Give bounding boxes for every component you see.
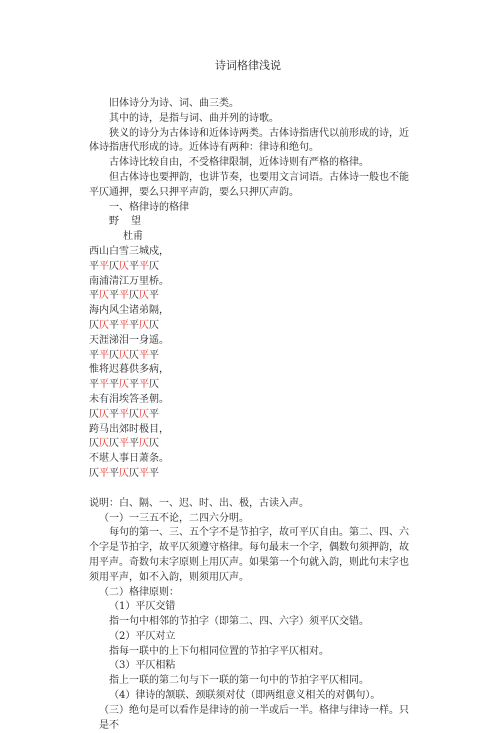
- poem-line: 西山白雪三城戍，: [89, 245, 169, 257]
- tone-char: 平: [109, 408, 119, 420]
- tone-char: 仄: [119, 379, 129, 391]
- note-paragraph: 每句的第一、三、五个字不是节拍字，故可平仄自由。第二、四、六个字是节拍字，故平仄须遵守格律。每句最末一个字，偶数句须押韵，故用平声。奇数句末字原则上用仄声。如果第一个句就入韵，则此句末字也须用平声，如不入韵，则须用仄声。: [89, 527, 409, 583]
- tone-char: 平: [109, 319, 119, 331]
- tone-pattern: [89, 349, 411, 364]
- tone-char: 平: [99, 467, 109, 479]
- poem-author: 杜甫: [123, 231, 143, 243]
- tone-char: 仄: [149, 319, 159, 331]
- tone-char: 仄: [129, 290, 139, 302]
- tone-char: 平: [139, 467, 149, 479]
- tone-char: 平: [99, 260, 109, 272]
- section-heading: 一、格律诗的格律: [109, 201, 189, 213]
- tone-char: 平: [119, 319, 129, 331]
- tone-char: 仄: [139, 319, 149, 331]
- tone-char: 仄: [139, 290, 149, 302]
- tone-char: 仄: [129, 467, 139, 479]
- tone-pattern: [89, 408, 411, 423]
- tone-char: 平: [139, 260, 149, 272]
- tone-char: 平: [89, 349, 99, 361]
- tone-char: 仄: [149, 438, 159, 450]
- tone-char: 平: [149, 290, 159, 302]
- tone-char: 平: [149, 467, 159, 479]
- note-paragraph: （3）平仄相粘: [109, 660, 176, 672]
- tone-char: 仄: [149, 260, 159, 272]
- tone-char: 仄: [139, 438, 149, 450]
- tone-char: 仄: [99, 290, 109, 302]
- poem-line: 天涯涕泪一身遥。: [89, 334, 169, 346]
- tone-char: 平: [139, 379, 149, 391]
- tone-char: 仄: [109, 260, 119, 272]
- poem-title: 野 望: [109, 216, 142, 228]
- tone-char: 仄: [119, 260, 129, 272]
- tone-char: 平: [109, 467, 119, 479]
- spacer: [89, 482, 411, 497]
- note-paragraph: （2）平仄对立: [109, 630, 176, 642]
- note-paragraph: （1）平仄交错: [109, 601, 176, 613]
- tone-char: 平: [129, 379, 139, 391]
- tone-char: 仄: [99, 319, 109, 331]
- intro-paragraph: 古体诗比较自由，不受格律限制，近体诗则有严格的格律。: [109, 157, 369, 169]
- poem-line: 未有涓埃答圣朝。: [89, 393, 169, 405]
- poem-line: 不堪人事日萧条。: [89, 453, 169, 465]
- poem-line: 跨马出郊时极目，: [89, 423, 169, 435]
- tone-char: 平: [119, 438, 129, 450]
- tone-char: 仄: [109, 438, 119, 450]
- tone-char: 平: [119, 290, 129, 302]
- tone-char: 仄: [99, 438, 109, 450]
- tone-char: 平: [119, 408, 129, 420]
- tone-char: 仄: [109, 349, 119, 361]
- document-body: [89, 97, 411, 733]
- tone-pattern: [89, 437, 411, 452]
- note-paragraph: （二）格律原则：: [99, 586, 179, 598]
- poem-line: 惟将迟暮供多病，: [89, 364, 169, 376]
- tone-pattern: [89, 467, 411, 482]
- tone-char: 平: [89, 290, 99, 302]
- tone-char: 仄: [129, 408, 139, 420]
- tone-char: 平: [89, 260, 99, 272]
- note-paragraph: （三）绝句是可以看作是律诗的前一半或后一半。格律与律诗一样。只是不: [99, 704, 409, 731]
- poem-lines: [89, 245, 411, 482]
- intro-paragraph: 但古体诗也要押韵，也讲节奏，也要用文言词语。古体诗一般也不能平仄通押，要么只押平声韵，要么只押仄声韵。: [89, 171, 409, 198]
- tone-char: 仄: [99, 408, 109, 420]
- tone-pattern: [89, 289, 411, 304]
- tone-char: 仄: [89, 319, 99, 331]
- tone-char: 仄: [119, 467, 129, 479]
- note-paragraph: 指一句中相邻的节拍字（即第二、四、六字）须平仄交错。: [109, 616, 369, 628]
- tone-char: 平: [149, 408, 159, 420]
- tone-char: 仄: [149, 379, 159, 391]
- tone-char: 平: [139, 349, 149, 361]
- tone-pattern: [89, 260, 411, 275]
- note-paragraph: 说明：白、隔、一、迟、时、出、极，古读入声。: [89, 497, 309, 509]
- tone-char: 平: [109, 290, 119, 302]
- tone-char: 平: [99, 349, 109, 361]
- tone-char: 仄: [89, 438, 99, 450]
- intro-section: [89, 97, 411, 201]
- tone-pattern: [89, 378, 411, 393]
- document-title: 诗词格律浅说: [215, 59, 281, 72]
- tone-char: 仄: [139, 408, 149, 420]
- note-paragraph: （一）一三五不论，二四六分明。: [99, 512, 249, 524]
- poem-line: 海内风尘诸弟隔，: [89, 305, 169, 317]
- intro-paragraph: 旧体诗分为诗、词、曲三类。: [109, 98, 239, 109]
- notes-section: [89, 497, 411, 733]
- tone-char: 平: [129, 319, 139, 331]
- tone-char: 平: [129, 260, 139, 272]
- tone-char: 平: [149, 349, 159, 361]
- tone-char: 仄: [89, 467, 99, 479]
- tone-char: 仄: [119, 349, 129, 361]
- note-paragraph: 指上一联的第二句与下一联的第一句中的节拍字平仄相同。: [109, 675, 369, 687]
- tone-char: 平: [99, 379, 109, 391]
- intro-paragraph: 狭义的诗分为古体诗和近体诗两类。古体诗指唐代以前形成的诗，近体诗指唐代形成的诗。近体诗有两种：律诗和绝句。: [89, 127, 409, 154]
- tone-char: 仄: [129, 349, 139, 361]
- tone-char: 仄: [89, 408, 99, 420]
- intro-paragraph: 其中的诗，是指与词、曲并列的诗歌。: [109, 112, 279, 124]
- tone-char: 平: [89, 379, 99, 391]
- tone-char: 平: [109, 379, 119, 391]
- poem-line: 南浦清江万里桥。: [89, 275, 169, 287]
- tone-char: 平: [129, 438, 139, 450]
- note-paragraph: （4）律诗的颔联、颈联须对仗（即两组意义相关的对偶句）。: [109, 690, 381, 702]
- note-paragraph: 指每一联中的上下句相同位置的节拍字平仄相对。: [109, 645, 329, 657]
- tone-pattern: [89, 319, 411, 334]
